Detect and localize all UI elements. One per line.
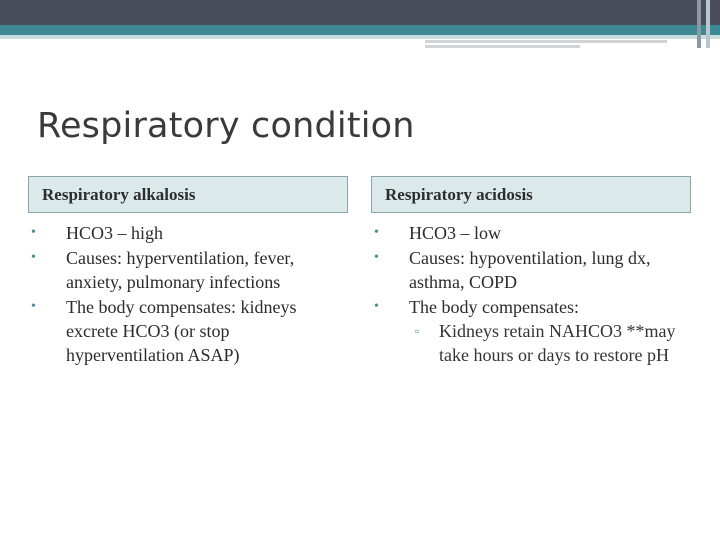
right-column — [371, 176, 691, 368]
list-item — [28, 246, 348, 294]
list-item — [371, 295, 691, 367]
list-item-text: Causes: hypoventilation, lung dx, asthma, COPD — [409, 248, 651, 292]
corner-accent-strip — [706, 0, 710, 48]
bullet-dot-icon: • — [374, 299, 379, 314]
left-column — [28, 176, 348, 368]
list-item-text: HCO3 – low — [409, 223, 502, 243]
sub-bullet-list — [409, 319, 691, 367]
list-item — [371, 221, 691, 245]
bullet-dot-icon: • — [31, 299, 36, 314]
list-item — [371, 246, 691, 294]
bullet-dot-icon: • — [374, 225, 379, 240]
header-band-light — [0, 35, 720, 39]
list-item — [28, 295, 348, 367]
bullet-dot-icon: • — [31, 250, 36, 265]
bullet-dot-icon: • — [374, 250, 379, 265]
right-bullet-list — [371, 221, 691, 367]
left-column-header: Respiratory alkalosis — [28, 176, 348, 213]
sub-list-item — [409, 319, 691, 367]
square-bullet-icon: ▫ — [415, 324, 420, 338]
list-item — [28, 221, 348, 245]
bullet-dot-icon: • — [31, 225, 36, 240]
header-accent-line — [425, 45, 580, 48]
list-item-text: HCO3 – high — [66, 223, 164, 243]
right-column-header: Respiratory acidosis — [371, 176, 691, 213]
header-band-dark — [0, 0, 720, 25]
left-bullet-list — [28, 221, 348, 367]
list-item-text: The body compensates: kidneys excrete HCO3 (or stop hyperventilation ASAP) — [66, 297, 297, 365]
list-item-text: Causes: hyperventilation, fever, anxiety, pulmonary infections — [66, 248, 295, 292]
corner-accent-strip — [697, 0, 701, 48]
slide-title: Respiratory condition — [37, 106, 415, 146]
list-item-text: The body compensates: — [409, 297, 579, 317]
header-accent-line — [425, 40, 667, 43]
header-band-teal — [0, 25, 720, 35]
sub-list-item-text: Kidneys retain NAHCO3 **may take hours or days to restore pH — [439, 321, 676, 365]
